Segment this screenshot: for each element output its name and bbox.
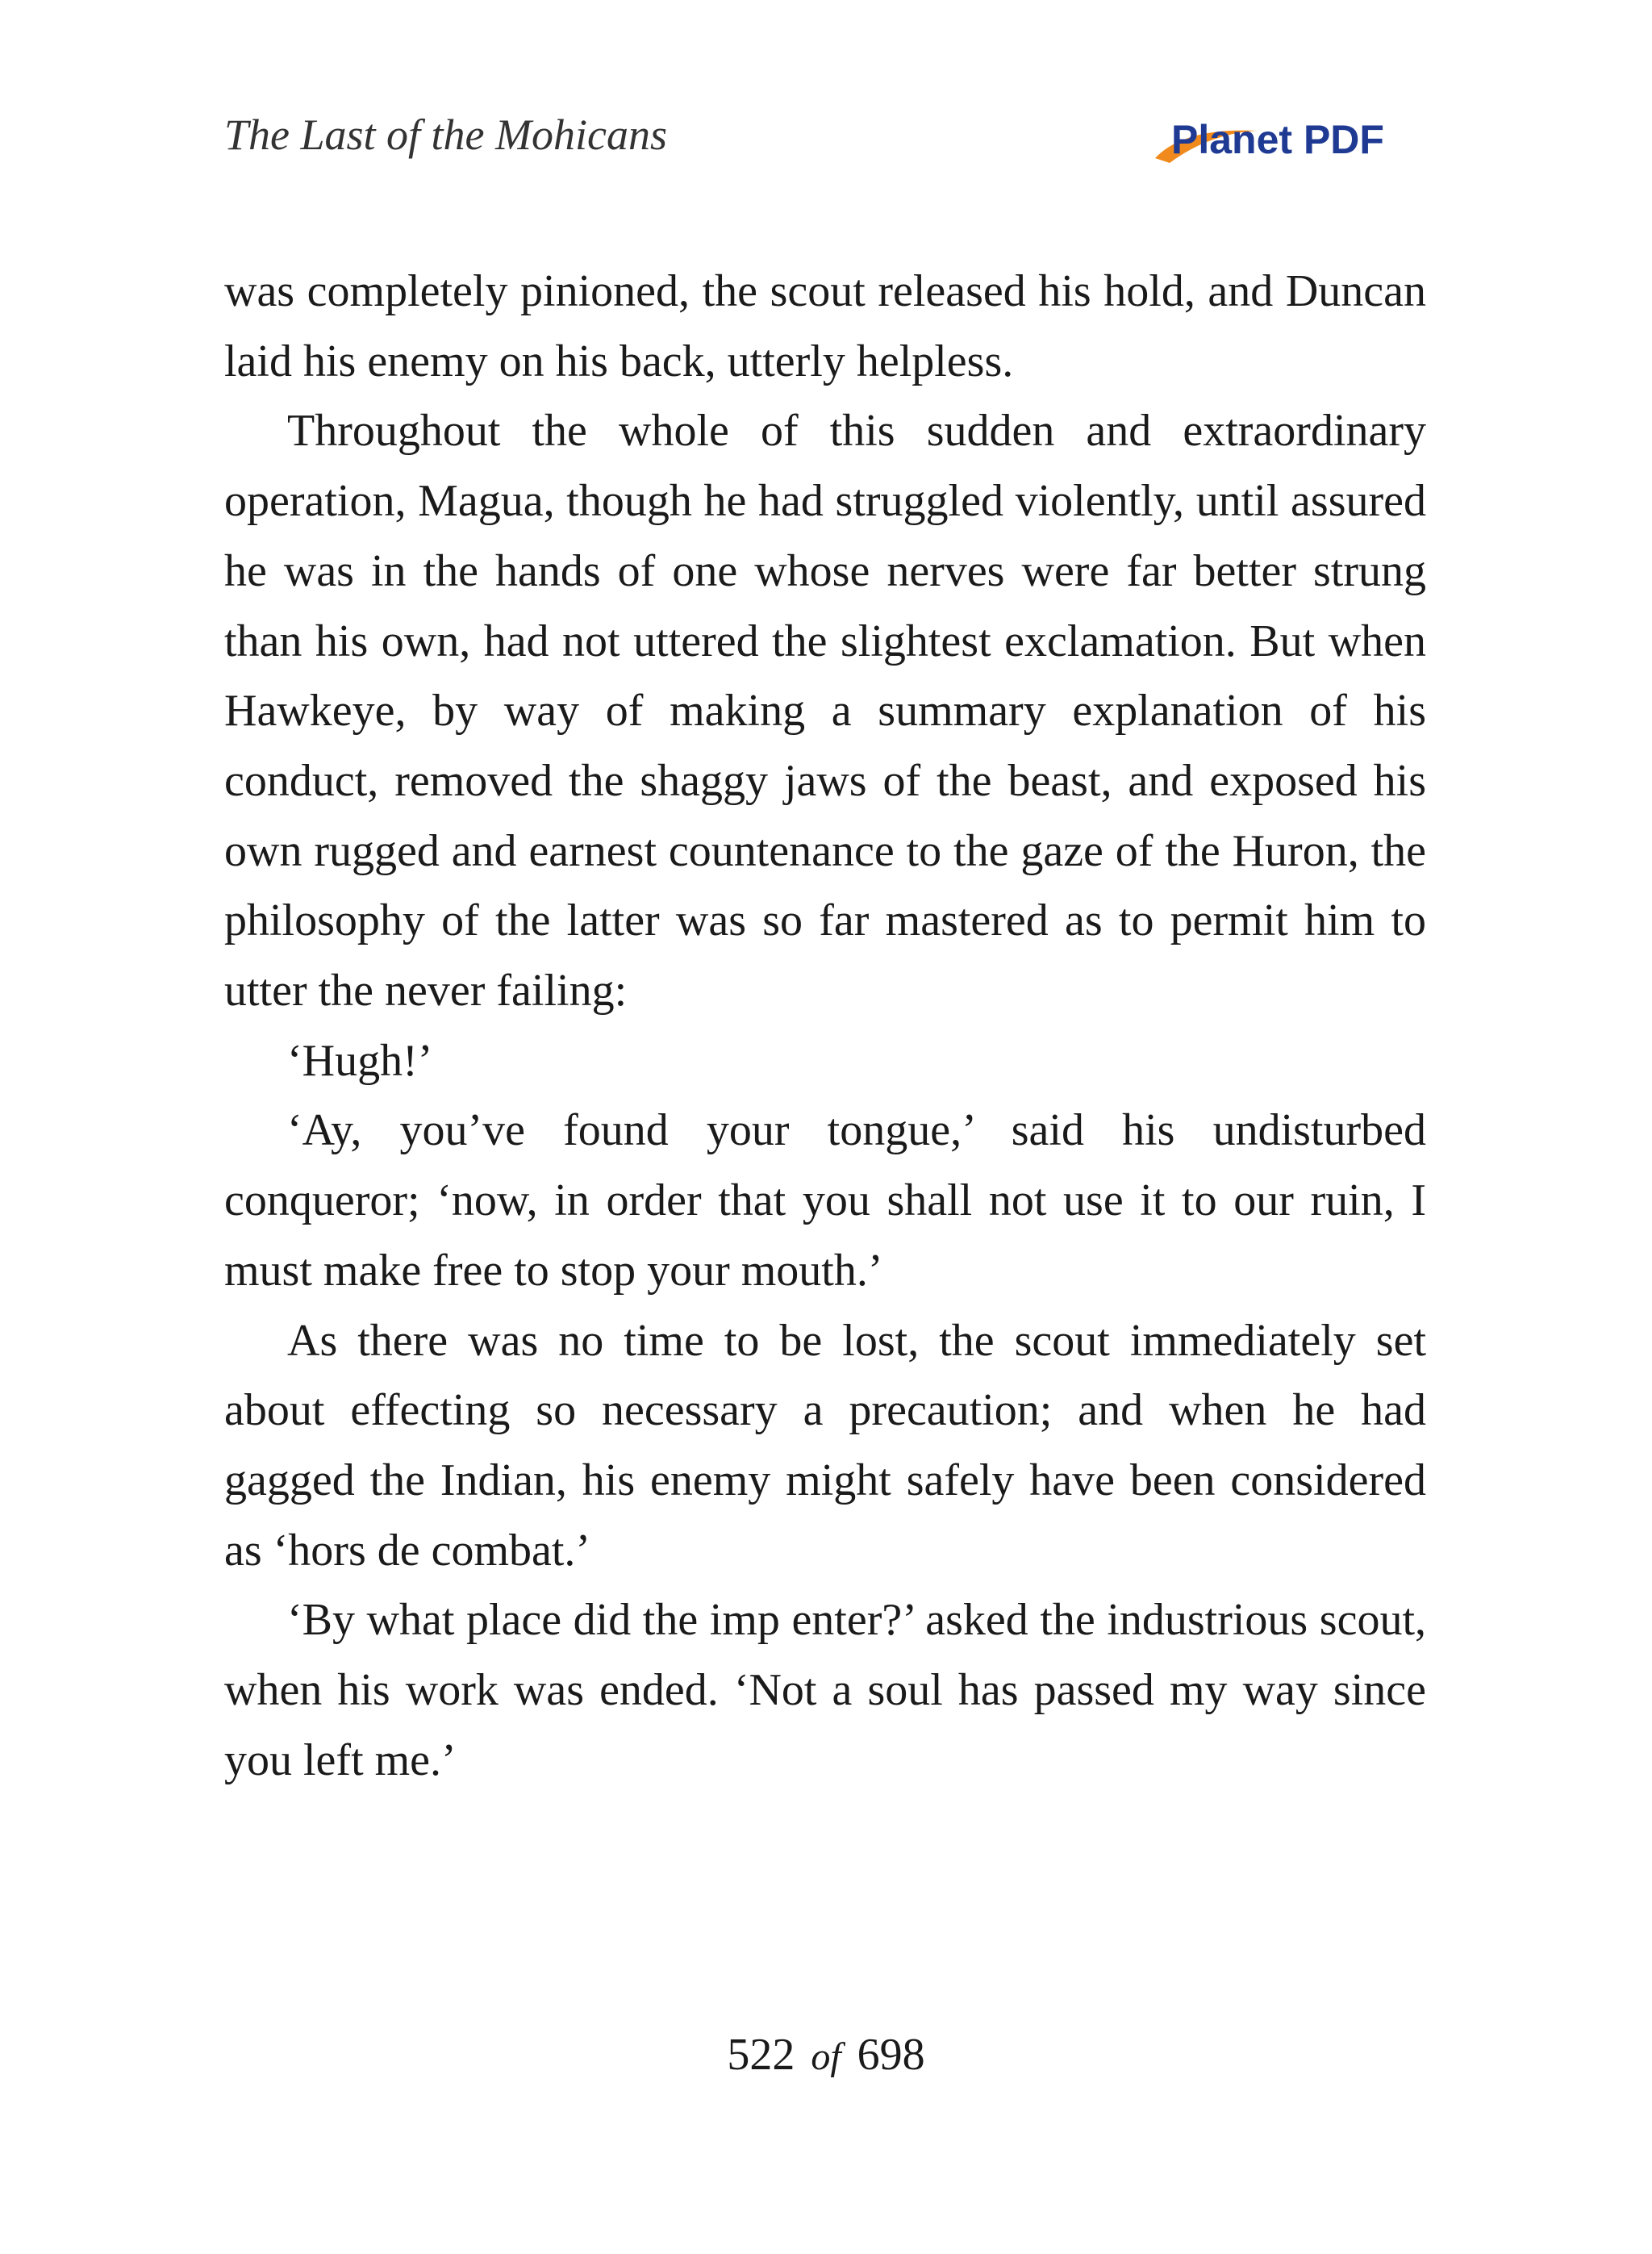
- page-number: [0, 2029, 1652, 2081]
- body-text: [224, 257, 1426, 1795]
- of-word: of: [811, 2035, 841, 2078]
- paragraph: ‘By what place did the imp enter?’ asked the industrious scout, when his work was ended. ‘Not a soul has passed my way since you left me.’: [224, 1595, 1426, 1785]
- book-title: The Last of the Mohicans: [224, 111, 667, 159]
- page-header: [224, 103, 1426, 176]
- paragraph: was completely pinioned, the scout released his hold, and Duncan laid his enemy on his back, utterly helpless.: [224, 266, 1426, 386]
- current-page: 522: [727, 2030, 795, 2080]
- paragraph: ‘Ay, you’ve found your tongue,’ said his undisturbed conqueror; ‘now, in order that you shall not use it to our ruin, I must make free to stop your mouth.’: [224, 1105, 1426, 1296]
- total-pages: 698: [857, 2030, 925, 2080]
- planet-pdf-logo: [1152, 103, 1426, 176]
- paragraph: Throughout the whole of this sudden and extraordinary operation, Magua, though he had struggled violently, until assured he was in the hands of one whose nerves were far better strung than his own, had not uttered the slightest exclamation. But when Hawkeye, by way of making a summary explanation of his conduct, removed the shaggy jaws of the beast, and exposed his own rugged and earnest countenance to the gaze of the Huron, the philosophy of the latter was so far mastered as to permit him to utter the never failing:: [224, 406, 1426, 1016]
- paragraph: As there was no time to be lost, the scout immediately set about effecting so necessary a precaution; and when he had gagged the Indian, his enemy might safely have been considered as ‘hors de combat.’: [224, 1315, 1426, 1576]
- paragraph: ‘Hugh!’: [287, 1035, 433, 1086]
- logo-text: Planet PDF: [1171, 117, 1384, 162]
